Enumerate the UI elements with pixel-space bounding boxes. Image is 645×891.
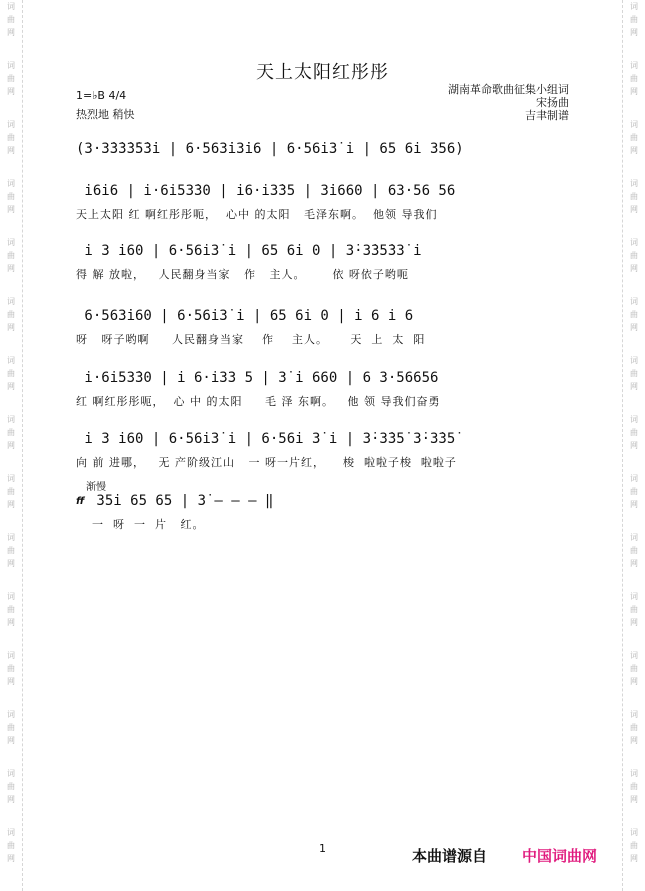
watermark-char: 网 [630,264,638,273]
watermark-char: 网 [630,795,638,804]
watermark-char: 曲 [7,782,15,791]
watermark-char: 词 [630,415,638,424]
watermark-char: 网 [7,205,15,214]
watermark-char: 曲 [630,74,638,83]
watermark-char: 词 [7,415,15,424]
watermark-char: 词 [630,2,638,11]
watermark-char: 曲 [630,15,638,24]
watermark-char: 曲 [630,133,638,142]
watermark-char: 词 [7,356,15,365]
watermark-char: 词 [7,710,15,719]
watermark-char: 曲 [7,369,15,378]
watermark-char: 网 [7,87,15,96]
watermark-char: 网 [7,559,15,568]
watermark-char: 曲 [7,133,15,142]
watermark-char: 曲 [7,251,15,260]
watermark-char: 网 [7,500,15,509]
transcriber-credit: 吉聿制谱 [525,109,569,122]
watermark-char: 词 [630,710,638,719]
watermark-char: 词 [7,828,15,837]
watermark-char: 网 [7,736,15,745]
notation-line: (3·3̇3̇3̇3̇5̇3̇i | 6·563̇i3̇i6 | 6·56i3̇ i | 65 6i 356) [76,141,464,157]
watermark-char: 曲 [630,487,638,496]
watermark-char: 网 [7,28,15,37]
dynamic-mark: ff [76,496,85,507]
composer-credit: 宋扬曲 [536,96,569,109]
watermark-char: 曲 [630,723,638,732]
watermark-char: 网 [630,618,638,627]
lyrics-line: 一 呀 一 片 红。 [92,518,205,531]
watermark-char: 词 [7,769,15,778]
watermark-char: 网 [630,323,638,332]
watermark-char: 词 [7,61,15,70]
lyrics-line: 向 前 进哪， 无 产阶级江山 一 呀一片红， 梭 啦啦子梭 啦啦子 [76,456,457,469]
watermark-char: 网 [630,28,638,37]
watermark-char: 曲 [630,428,638,437]
watermark-char: 词 [7,533,15,542]
watermark-char: 词 [630,356,638,365]
watermark-char: 曲 [7,605,15,614]
watermark-char: 网 [630,559,638,568]
notation-line: 35i 65 65 | 3̇ — — — ‖ [88,493,274,509]
watermark-char: 词 [7,592,15,601]
notation-line: i6i6 | i·6i53̇30 | i6·i3̇35 | 3̇i660 | 63·56 56 [76,183,456,199]
tempo-marking: 热烈地 稍快 [76,108,135,121]
watermark-char: 曲 [7,487,15,496]
watermark-char: 网 [630,736,638,745]
watermark-char: 词 [630,533,638,542]
notation-line: i·6i53̇30 | i 6·i33 5 | 3̇ i 660 | 6 3·56656 [76,370,439,386]
watermark-char: 词 [7,179,15,188]
watermark-char: 曲 [630,605,638,614]
watermark-char: 曲 [7,192,15,201]
watermark-char: 词 [630,179,638,188]
watermark-char: 网 [7,854,15,863]
watermark-char: 曲 [630,369,638,378]
right-watermark-strip [622,0,645,891]
watermark-char: 网 [630,146,638,155]
watermark-char: 词 [630,592,638,601]
watermark-char: 曲 [7,74,15,83]
watermark-char: 曲 [7,310,15,319]
watermark-char: 词 [630,651,638,660]
watermark-char: 词 [7,2,15,11]
watermark-char: 词 [630,474,638,483]
notation-line: 6·563̇i60 | 6·56i3̇ i | 65 6i 0 | i 6 i 6 [76,308,414,324]
watermark-char: 词 [7,474,15,483]
watermark-char: 词 [630,297,638,306]
watermark-char: 曲 [630,782,638,791]
footer-source-label: 本曲谱源自 [412,847,488,865]
watermark-char: 词 [7,651,15,660]
watermark-char: 网 [7,618,15,627]
lyrics-line: 呀 呀子哟啊 人民翻身当家 作 主人。 天 上 太 阳 [76,333,426,346]
watermark-char: 网 [630,205,638,214]
lyrics-line: 得 解 放啦， 人民翻身当家 作 主人。 依 呀依子哟呃 [76,268,409,281]
watermark-char: 网 [630,441,638,450]
watermark-char: 曲 [7,664,15,673]
lyrics-line: 红 啊红彤彤呃， 心 中 的太阳 毛 泽 东啊。 他 领 导我们奋勇 [76,395,441,408]
watermark-char: 词 [630,769,638,778]
watermark-char: 网 [7,146,15,155]
left-watermark-strip [0,0,23,891]
watermark-char: 曲 [630,841,638,850]
watermark-char: 词 [630,120,638,129]
watermark-char: 网 [630,500,638,509]
watermark-char: 曲 [7,15,15,24]
watermark-char: 词 [630,828,638,837]
watermark-char: 曲 [7,841,15,850]
watermark-char: 词 [630,61,638,70]
watermark-char: 网 [630,677,638,686]
credits [448,83,569,122]
watermark-char: 曲 [7,546,15,555]
watermark-char: 网 [7,677,15,686]
watermark-char: 曲 [630,310,638,319]
song-title: 天上太阳红彤彤 [256,62,389,83]
key-signature: 1=♭B 4/4 [76,89,127,102]
watermark-char: 网 [7,264,15,273]
footer-site-name[interactable]: 中国词曲网 [522,847,598,865]
watermark-char: 词 [7,238,15,247]
ritardando-mark: 渐慢 [86,482,106,493]
watermark-char: 曲 [7,723,15,732]
watermark-char: 词 [630,238,638,247]
watermark-char: 曲 [630,546,638,555]
watermark-char: 网 [630,87,638,96]
watermark-char: 网 [630,382,638,391]
watermark-char: 曲 [630,251,638,260]
notation-line: i 3 i60 | 6·56i3̇ i | 6·56i 3̇ i | 3̇·3̇35̇ 3̇·3̇35̇ [76,431,456,447]
watermark-char: 网 [630,854,638,863]
page-number: 1 [319,842,326,855]
watermark-char: 词 [7,120,15,129]
notation-line: i 3 i60 | 6·56i3̇ i | 65 6i 0 | 3̇·3̇35̇33̇ i [76,243,422,259]
watermark-char: 曲 [630,192,638,201]
lyricist-credit: 湖南革命歌曲征集小组词 [448,83,569,96]
lyrics-line: 天上太阳 红 啊红彤彤呃， 心中 的太阳 毛泽东啊。 他领 导我们 [76,208,438,221]
watermark-char: 网 [7,382,15,391]
watermark-char: 词 [7,297,15,306]
watermark-char: 曲 [630,664,638,673]
watermark-char: 曲 [7,428,15,437]
watermark-char: 网 [7,795,15,804]
watermark-char: 网 [7,441,15,450]
watermark-char: 网 [7,323,15,332]
